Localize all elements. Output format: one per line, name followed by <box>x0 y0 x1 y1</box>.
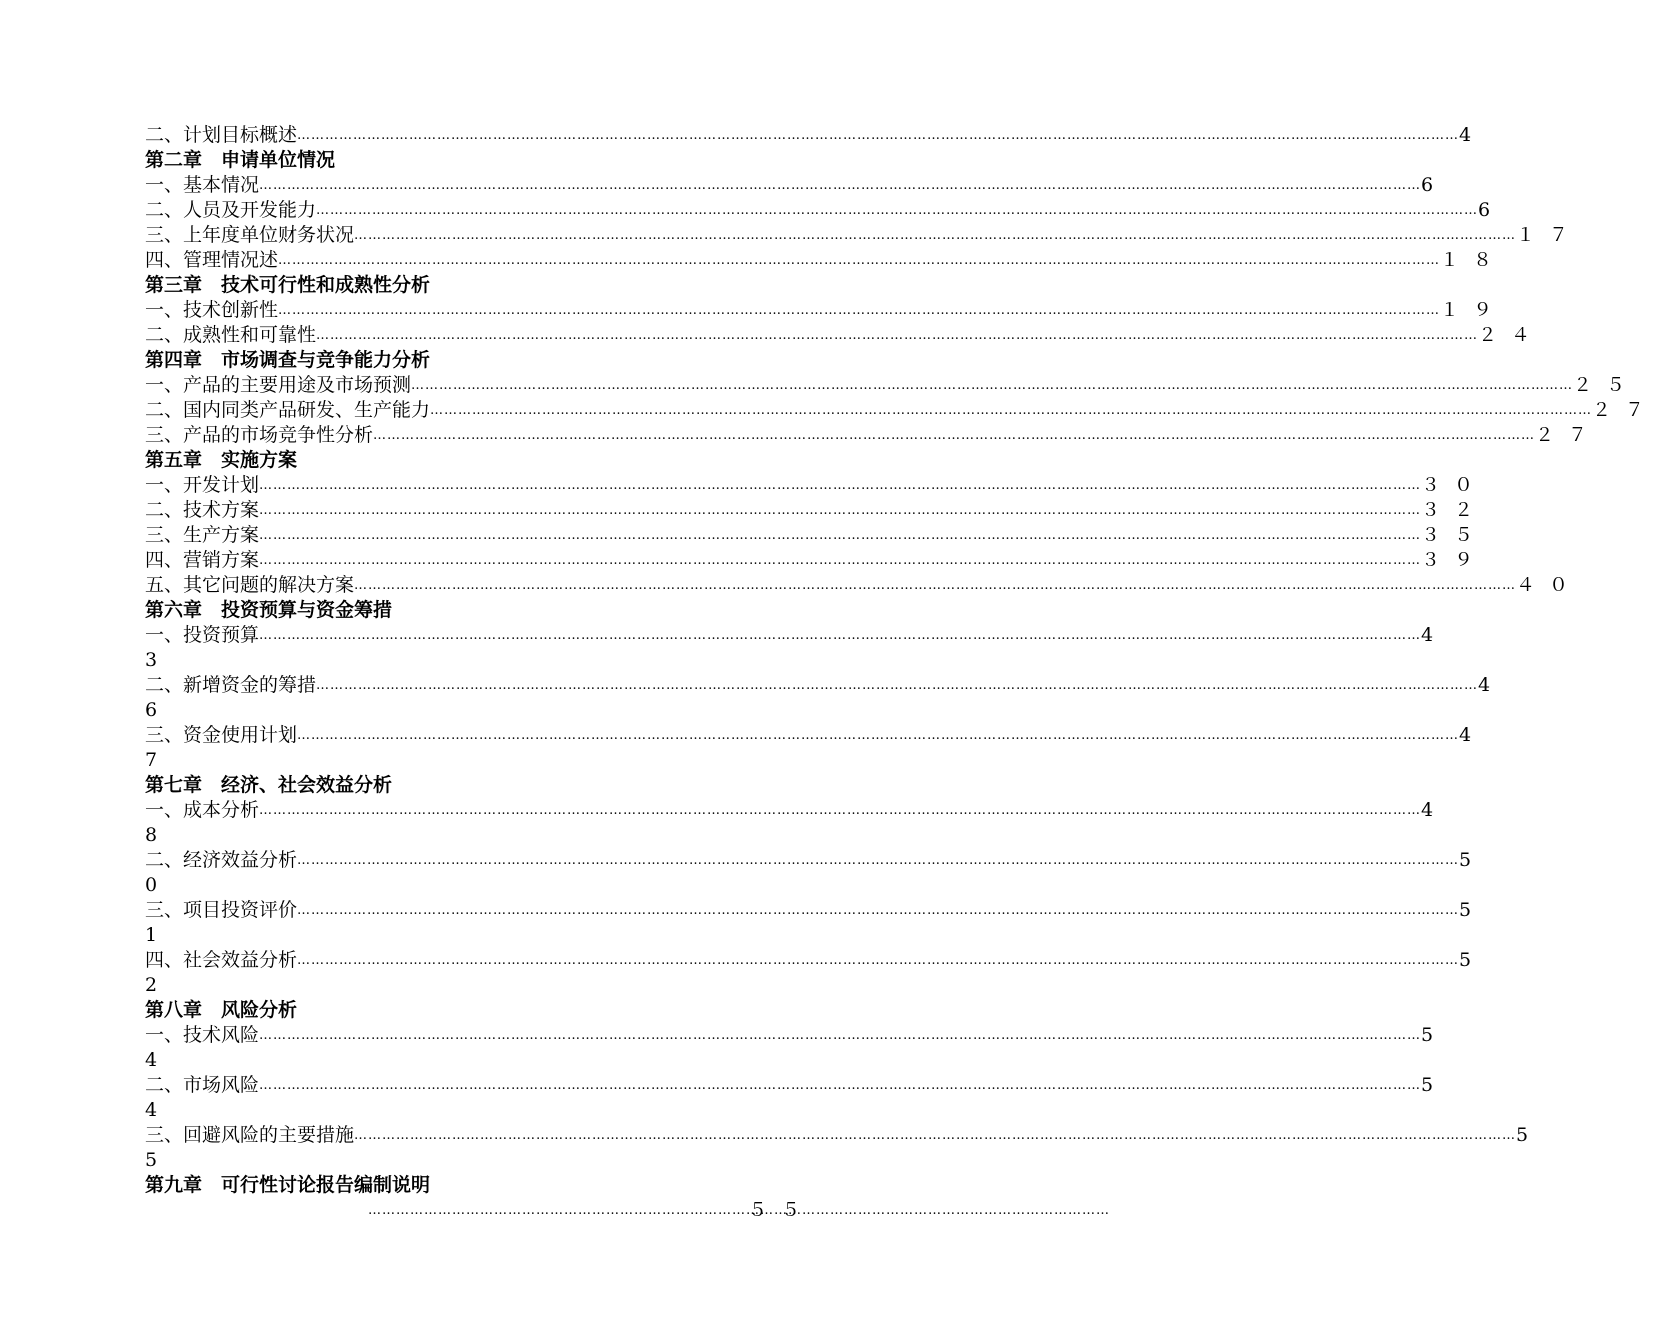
toc-leader-dots <box>354 573 1516 598</box>
toc-entry[interactable] <box>145 298 1507 323</box>
toc-entry-page: 4 <box>1459 124 1486 146</box>
toc-entry[interactable] <box>145 1023 1448 1048</box>
toc-leader-dots <box>297 123 1459 148</box>
toc-entry-page-wrap: 6 <box>145 699 158 721</box>
toc-entry[interactable] <box>145 523 1488 548</box>
toc-entry-title: 一、基本情况 <box>145 174 260 196</box>
toc-leader-dots <box>259 623 1421 648</box>
toc-entry[interactable] <box>145 198 1505 223</box>
toc-leader-dots <box>259 473 1421 498</box>
toc-entry-page: 5 <box>1516 1124 1543 1146</box>
toc-leader-dots <box>316 673 1478 698</box>
chapter-heading[interactable]: 第九章 可行性讨论报告编制说明 <box>145 1174 431 1196</box>
toc-entry[interactable] <box>145 423 1602 448</box>
toc-leader-dots <box>297 948 1459 973</box>
toc-entry-page: ３０ <box>1421 474 1488 496</box>
toc-leader-dots <box>259 1073 1421 1098</box>
toc-entry-title: 三、产品的市场竞争性分析 <box>145 424 374 446</box>
toc-entry-title: 四、社会效益分析 <box>145 949 298 971</box>
toc-entry-title: 三、回避风险的主要措施 <box>145 1124 355 1146</box>
toc-leader-dots <box>259 548 1421 573</box>
toc-leader-dots <box>259 1023 1421 1048</box>
toc-entry-title: 二、技术方案 <box>145 499 260 521</box>
toc-entry-page-wrap: 4 <box>145 1049 158 1071</box>
toc-entry-title: 二、国内同类产品研发、生产能力 <box>145 399 431 421</box>
toc-entry[interactable] <box>145 948 1486 973</box>
toc-leader-dots <box>278 298 1440 323</box>
toc-leader-dots <box>316 323 1478 348</box>
toc-entry-title: 一、产品的主要用途及市场预测 <box>145 374 412 396</box>
chapter-heading[interactable]: 第八章 风险分析 <box>145 999 298 1021</box>
chapter-heading[interactable]: 第二章 申请单位情况 <box>145 149 336 171</box>
toc-entry-page-wrap: 4 <box>145 1099 158 1121</box>
toc-entry-page: 6 <box>1421 174 1448 196</box>
toc-entry-page-wrap: 5 <box>145 1149 158 1171</box>
toc-entry-page: １９ <box>1440 299 1507 321</box>
toc-entry-page-wrap: 1 <box>145 924 158 946</box>
toc-leader-dots <box>368 1198 748 1223</box>
toc-entry-title: 一、投资预算 <box>145 624 260 646</box>
toc-entry-title: 二、成熟性和可靠性 <box>145 324 317 346</box>
toc-entry-title: 三、生产方案 <box>145 524 260 546</box>
toc-entry-page: 6 <box>1478 199 1505 221</box>
toc-entry-title: 二、新增资金的筹措 <box>145 674 317 696</box>
toc-leader-dots <box>259 173 1421 198</box>
toc-entry-title: 二、市场风险 <box>145 1074 260 1096</box>
toc-entry-title: 四、管理情况述 <box>145 249 279 271</box>
toc-leader-dots <box>430 398 1592 423</box>
toc-entry-page-wrap: 3 <box>145 649 158 671</box>
toc-entry-title: 一、技术创新性 <box>145 299 279 321</box>
toc-entry-title: 二、人员及开发能力 <box>145 199 317 221</box>
toc-entry-page: １７ <box>1516 224 1583 246</box>
toc-entry-page: ２４ <box>1478 324 1545 346</box>
toc-entry-page: ５５ <box>747 1199 814 1221</box>
chapter-heading[interactable]: 第五章 实施方案 <box>145 449 298 471</box>
toc-leader-dots <box>259 798 1421 823</box>
toc-leader-dots <box>354 223 1516 248</box>
toc-entry-title: 一、技术风险 <box>145 1024 260 1046</box>
toc-entry[interactable] <box>145 123 1486 148</box>
toc-entry-page: ３５ <box>1421 524 1488 546</box>
toc-entry-title: 三、资金使用计划 <box>145 724 298 746</box>
toc-leader-dots <box>373 423 1535 448</box>
toc-entry-page: 4 <box>1478 674 1505 696</box>
toc-leader-dots <box>259 498 1421 523</box>
toc-entry[interactable] <box>145 573 1583 598</box>
table-of-contents <box>145 123 1658 1223</box>
toc-entry[interactable] <box>145 498 1488 523</box>
toc-leader-dots <box>297 848 1459 873</box>
toc-entry[interactable] <box>145 173 1448 198</box>
chapter-heading[interactable]: 第三章 技术可行性和成熟性分析 <box>145 274 431 296</box>
toc-entry-page-wrap: 2 <box>145 974 158 996</box>
toc-entry-title: 二、经济效益分析 <box>145 849 298 871</box>
toc-entry-page: 5 <box>1421 1024 1448 1046</box>
toc-entry-title: 一、开发计划 <box>145 474 260 496</box>
toc-entry-page-wrap: 8 <box>145 824 158 846</box>
toc-leader-dots <box>259 523 1421 548</box>
toc-leader-dots <box>297 723 1459 748</box>
toc-entry-title: 三、上年度单位财务状况 <box>145 224 355 246</box>
toc-leader-dots <box>278 248 1440 273</box>
toc-entry[interactable] <box>145 723 1486 748</box>
toc-entry[interactable] <box>145 1073 1448 1098</box>
toc-entry-title: 二、计划目标概述 <box>145 124 298 146</box>
toc-leader-dots <box>316 198 1478 223</box>
toc-entry[interactable] <box>145 223 1583 248</box>
toc-entry[interactable] <box>145 623 1448 648</box>
toc-entry-page: １８ <box>1440 249 1507 271</box>
toc-entry[interactable] <box>145 548 1488 573</box>
toc-entry-title: 一、成本分析 <box>145 799 260 821</box>
toc-entry[interactable] <box>145 848 1486 873</box>
toc-leader-dots <box>411 373 1573 398</box>
toc-entry-title: 四、营销方案 <box>145 549 260 571</box>
toc-entry-page: ３９ <box>1421 549 1488 571</box>
toc-entry-page-wrap: 7 <box>145 749 158 771</box>
toc-entry-page: ４０ <box>1516 574 1583 596</box>
toc-entry-page: ２５ <box>1573 374 1640 396</box>
toc-entry[interactable] <box>145 248 1507 273</box>
toc-entry[interactable] <box>145 798 1448 823</box>
toc-entry-page: 4 <box>1421 624 1448 646</box>
chapter-heading[interactable]: 第七章 经济、社会效益分析 <box>145 774 393 796</box>
toc-entry[interactable] <box>145 323 1545 348</box>
toc-entry-page: ２７ <box>1592 399 1658 421</box>
toc-entry-page: ２７ <box>1535 424 1602 446</box>
toc-entry[interactable] <box>145 1198 814 1223</box>
toc-entry-page: 5 <box>1421 1074 1448 1096</box>
toc-entry[interactable] <box>145 1123 1543 1148</box>
toc-entry-page: 5 <box>1459 949 1486 971</box>
chapter-heading[interactable]: 第四章 市场调查与竞争能力分析 <box>145 349 431 371</box>
toc-entry[interactable] <box>145 373 1640 398</box>
toc-entry[interactable] <box>145 473 1488 498</box>
toc-entry-page: ３２ <box>1421 499 1488 521</box>
toc-entry-page: 4 <box>1421 799 1448 821</box>
toc-entry[interactable] <box>145 898 1486 923</box>
toc-leader-dots <box>354 1123 1516 1148</box>
toc-entry[interactable] <box>145 398 1658 423</box>
toc-entry[interactable] <box>145 673 1505 698</box>
toc-entry-page-wrap: 0 <box>145 874 158 896</box>
toc-entry-page: 5 <box>1459 849 1486 871</box>
chapter-heading[interactable]: 第六章 投资预算与资金筹措 <box>145 599 393 621</box>
toc-entry-title: 三、项目投资评价 <box>145 899 298 921</box>
toc-leader-dots <box>297 898 1459 923</box>
toc-entry-title: 五、其它问题的解决方案 <box>145 574 355 596</box>
toc-entry-page: 4 <box>1459 724 1486 746</box>
toc-entry-page: 5 <box>1459 899 1486 921</box>
